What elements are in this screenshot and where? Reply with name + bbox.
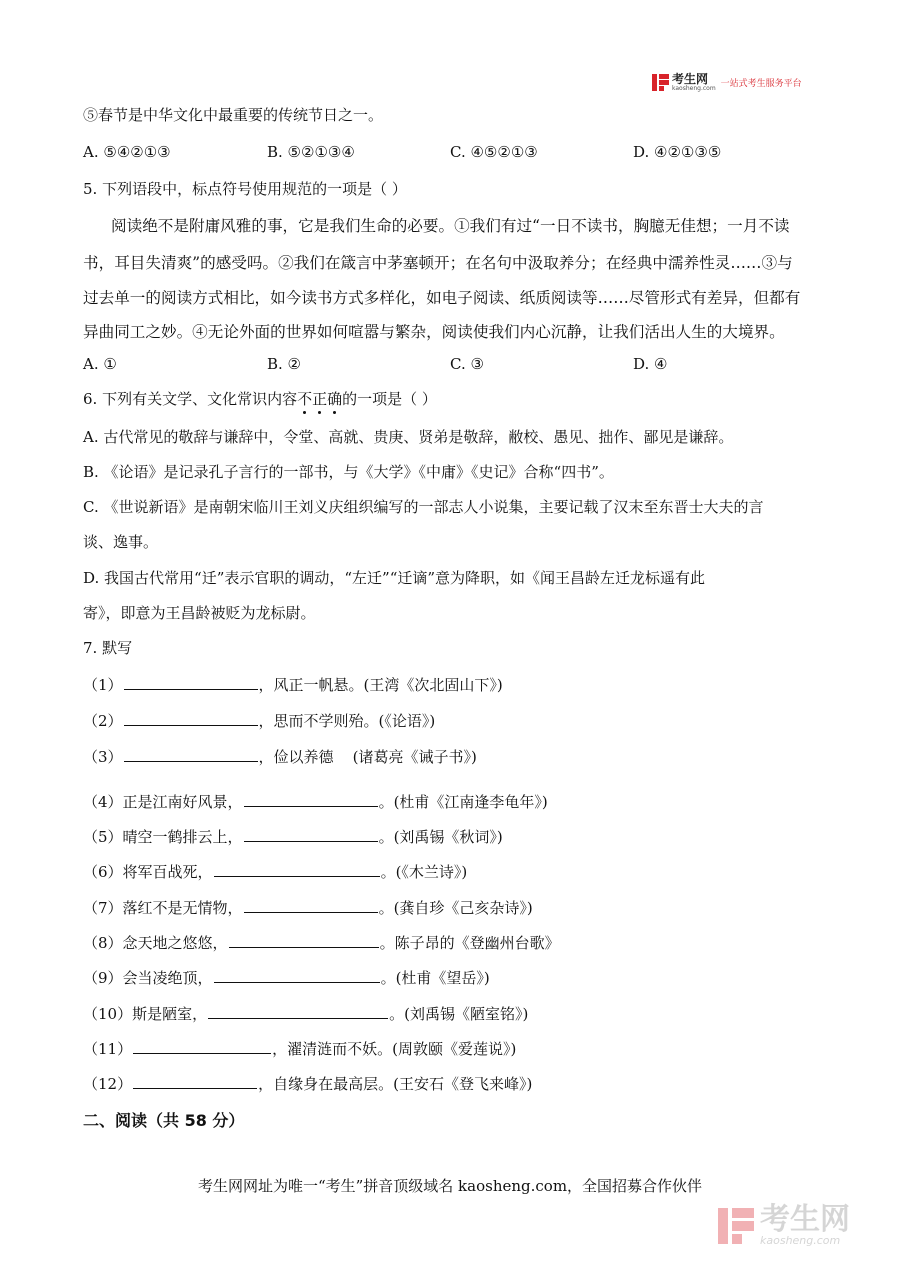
logo-name: 考生网 [672,71,709,86]
q7-item-1 [83,674,503,695]
q7-item-num: （4） [83,793,123,811]
q5-stem: 5. 下列语段中，标点符号使用规范的一项是（ ） [83,180,407,198]
q7-item-post: ，濯清涟而不妖。(周敦颐《爱莲说》) [272,1040,517,1058]
q7-item-post: ，风正一帆悬。(王湾《次北固山下》) [258,676,503,694]
kaosheng-watermark-icon [718,1208,754,1244]
q6-stem [83,388,437,409]
q7-item-num: （6） [83,863,123,881]
q6-stem-emphasis-1: 不 [297,390,313,408]
q4-option-b: B. ⑤②①③④ [267,143,355,161]
answer-blank[interactable] [244,827,378,842]
q7-item-pre: 会当凌绝顶， [122,969,213,987]
q7-item-num: （1） [83,676,123,694]
q6-stem-emphasis-2: 正 [312,390,328,408]
q7-item-post: 。(刘禹锡《陋室铭》) [389,1005,529,1023]
answer-blank[interactable] [244,898,378,913]
q5-passage-line-1: 阅读绝不是附庸风雅的事，它是我们生命的必要。①我们有过“一日不读书，胸臆无佳想；一月不读 [111,217,790,235]
q6-option-d-line-1: D. 我国古代常用“迁”表示官职的调动，“左迁”“迁谪”意为降职，如《闻王昌龄左迁龙标遥有此 [83,569,706,587]
header-logo [652,70,802,94]
answer-blank[interactable] [124,711,258,726]
q7-item-post: ，俭以养德 (诸葛亮《诫子书》) [258,748,477,766]
answer-blank[interactable] [229,933,379,948]
q5-passage-line-2: 书，耳目失清爽”的感受吗。②我们在箴言中茅塞顿开；在名句中汲取养分；在经典中濡养性灵……③与 [83,254,793,272]
q7-item-num: （9） [83,969,123,987]
q6-stem-pre: 6. 下列有关文学、文化常识内容 [83,390,298,408]
answer-blank[interactable] [133,1074,257,1089]
q6-option-a: A. 古代常见的敬辞与谦辞中，令堂、高就、贵庚、贤弟是敬辞，敝校、愚见、拙作、鄙见是谦辞。 [83,428,734,446]
q7-item-post: 。(刘禹锡《秋词》) [378,828,503,846]
q7-item-num: （10） [83,1005,133,1023]
q7-item-post: 。(杜甫《江南逢李龟年》) [378,793,548,811]
q7-item-pre: 念天地之悠悠， [122,934,228,952]
answer-blank[interactable] [244,792,378,807]
answer-blank[interactable] [208,1004,388,1019]
logo-slogan: 一站式考生服务平台 [720,78,802,89]
q7-item-pre: 将军百战死， [122,863,213,881]
q4-item-5: ⑤春节是中华文化中最重要的传统节日之一。 [83,106,384,124]
q7-item-pre: 落红不是无情物， [122,899,243,917]
q7-item-12 [83,1073,532,1094]
q7-item-2 [83,710,435,731]
q7-stem: 7. 默写 [83,639,133,657]
q7-item-9 [83,967,490,988]
q7-item-pre: 正是江南好风景， [122,793,243,811]
q7-item-post: 。(杜甫《望岳》) [380,969,490,987]
watermark-domain: kaosheng.com [760,1234,841,1247]
q7-item-8 [83,932,560,953]
q7-item-num: （7） [83,899,123,917]
q5-option-c: C. ③ [450,355,484,373]
q6-option-c-line-1: C. 《世说新语》是南朝宋临川王刘义庆组织编写的一部志人小说集，主要记载了汉末至东晋士大夫的言 [83,498,764,516]
answer-blank[interactable] [124,675,258,690]
answer-blank[interactable] [124,747,258,762]
q7-item-11 [83,1038,516,1059]
watermark-logo [718,1202,850,1247]
q7-item-num: （5） [83,828,123,846]
q7-item-post: 。(《木兰诗》) [380,863,468,881]
q6-stem-post: 的一项是（ ） [342,390,437,408]
section-2-heading: 二、阅读（共 58 分） [83,1111,245,1130]
q7-item-num: （3） [83,748,123,766]
q5-option-d: D. ④ [633,355,668,373]
q4-option-a: A. ⑤④②①③ [83,143,171,161]
q7-item-4 [83,791,548,812]
q7-item-num: （8） [83,934,123,952]
q6-option-b: B. 《论语》是记录孔子言行的一部书，与《大学》《中庸》《史记》合称“四书”。 [83,463,614,481]
q7-item-num: （2） [83,712,123,730]
q4-option-d: D. ④②①③⑤ [633,143,722,161]
answer-blank[interactable] [133,1039,271,1054]
q5-passage-line-3: 过去单一的阅读方式相比，如今读书方式多样化，如电子阅读、纸质阅读等……尽管形式有差异，但都有 [83,289,801,307]
q5-option-a: A. ① [83,355,117,373]
q7-item-6 [83,861,467,882]
q7-item-pre: 晴空一鹤排云上， [122,828,243,846]
q5-options [83,355,823,375]
q7-item-3 [83,746,477,767]
q4-options [83,143,823,163]
kaosheng-logo-icon [652,74,669,91]
q7-item-5 [83,826,503,847]
logo-domain: kaosheng.com [672,84,716,92]
q6-option-d-line-2: 寄》，即意为王昌龄被贬为龙标尉。 [83,604,316,622]
q5-option-b: B. ② [267,355,302,373]
q7-item-pre: 斯是陋室， [132,1005,208,1023]
answer-blank[interactable] [214,862,380,877]
footer-text: 考生网网址为唯一“考生”拼音顶级域名 kaosheng.com，全国招募合作伙伴 [197,1177,703,1195]
q5-passage-line-4: 异曲同工之妙。④无论外面的世界如何喧嚣与繁杂，阅读使我们内心沉静，让我们活出人生的大境界。 [83,323,785,341]
q7-item-num: （11） [83,1040,133,1058]
q7-item-post: 。陈子昂的《登幽州台歌》 [379,934,560,952]
q6-stem-emphasis-3: 确 [327,390,343,408]
q4-option-c: C. ④⑤②①③ [450,143,538,161]
answer-blank[interactable] [214,968,380,983]
q7-item-post: ，思而不学则殆。(《论语》) [258,712,436,730]
q7-item-post: 。(龚自珍《己亥杂诗》) [378,899,533,917]
q7-item-post: ，自缘身在最高层。(王安石《登飞来峰》) [258,1075,533,1093]
q6-option-c-line-2: 谈、逸事。 [83,533,159,551]
q7-item-10 [83,1003,528,1024]
watermark-name: 考生网 [760,1202,850,1237]
q7-item-num: （12） [83,1075,133,1093]
q7-item-7 [83,897,533,918]
